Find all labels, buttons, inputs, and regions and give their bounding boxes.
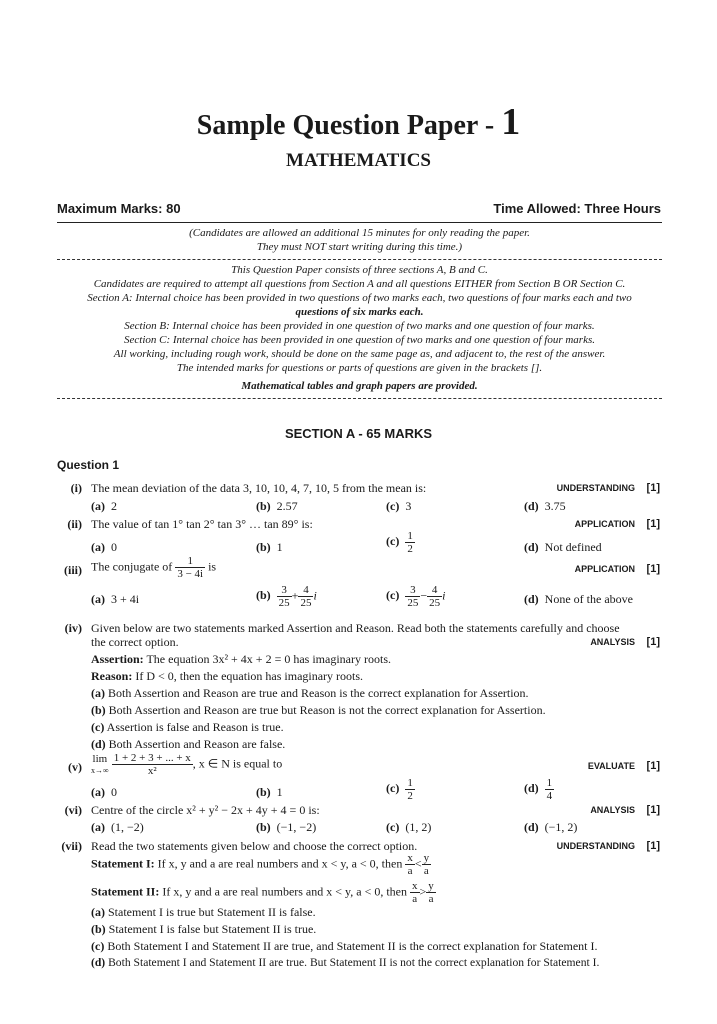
option-a: (a) Both Assertion and Reason are true and Reason is the correct explanation for Assertion. [91, 686, 529, 700]
option-d: (d) Both Assertion and Reason are false. [91, 737, 286, 751]
question-number: (vi) [64, 803, 82, 817]
question-text: Given below are two statements marked Assertion and Reason. Read both the statements carefully and choose [91, 621, 620, 635]
question-number: (iv) [64, 621, 82, 635]
skill-tag: UNDERSTANDING [556, 841, 635, 851]
option-d: (d) 3.75 [524, 499, 566, 513]
skill-tag: APPLICATION [574, 564, 635, 574]
instruction-line: Candidates are required to attempt all questions from Section A and all questions EITHER from Section B OR Section C. [93, 278, 626, 290]
instruction-line: questions of six marks each. [295, 306, 424, 318]
instruction-line: (Candidates are allowed an additional 15 minutes for only reading the paper. [189, 227, 530, 239]
question-text: The value of tan 1° tan 2° tan 3° … tan 89° is: [91, 517, 313, 531]
option-c: (c) Both Statement I and Statement II are true, and Statement II is the correct explanation for Statement I. [91, 939, 598, 953]
option-a: (a) (1, −2) [91, 820, 144, 834]
question-text: Centre of the circle x² + y² − 2x + 4y + 4 = 0 is: [91, 803, 320, 817]
option-c: (c) $\frac{1}{2}$ [386, 777, 413, 802]
option-b: (b) 2.57 [256, 499, 298, 513]
option-a: (a) 0 [91, 785, 117, 799]
option-b: (b) Statement I is false but Statement II is true. [91, 922, 317, 936]
statement-1: Statement I: If x, y and a are real numbers and x < y, a < 0, then $\frac{x}{a}$ < $\frac{y}{a}$ [91, 852, 430, 877]
skill-tag: APPLICATION [574, 519, 635, 529]
reason: Reason: If D < 0, then the equation has imaginary roots. [91, 669, 364, 683]
skill-tag: ANALYSIS [590, 805, 635, 815]
option-c: (c) Assertion is false and Reason is true. [91, 720, 284, 734]
question-number: (i) [70, 481, 82, 495]
question-text: The conjugate of $\frac{1}{3 - 4i}$ is [91, 555, 217, 580]
option-c: (c) $\frac{3}{25}$ − $\frac{4}{25}$ i [386, 584, 446, 609]
marks: [1] [646, 518, 660, 530]
question-text: The mean deviation of the data 3, 10, 10, 4, 7, 10, 5 from the mean is: [91, 481, 427, 495]
question-text: the correct option. [91, 635, 179, 649]
skill-tag: ANALYSIS [590, 637, 635, 647]
maximum-marks: Maximum Marks: 80 [57, 201, 181, 216]
marks: [1] [646, 563, 660, 575]
question-text: lim x→∞ $\frac{1 + 2 + 3 + ... + x}{\text{x²}}$ , x ∈ N is equal to [91, 752, 283, 777]
option-c: (c) (1, 2) [386, 820, 432, 834]
question-number: (v) [68, 760, 82, 774]
section-title: SECTION A - 65 MARKS [284, 426, 433, 441]
marks: [1] [646, 840, 660, 852]
question-number: (vii) [61, 839, 82, 853]
marks: [1] [646, 760, 660, 772]
subject-title: MATHEMATICS [286, 150, 431, 171]
option-b: (b) 1 [256, 785, 283, 799]
title-number: 1 [501, 101, 521, 143]
question-heading: Question 1 [57, 458, 120, 472]
question-number: (ii) [67, 517, 82, 531]
option-a: (a) Statement I is true but Statement II is false. [91, 905, 316, 919]
marks: [1] [646, 804, 660, 816]
paper-title [0, 100, 717, 144]
instruction-line: All working, including rough work, should be done on the same page as, and adjacent to, the rest of the answer. [113, 348, 606, 360]
marks: [1] [646, 636, 660, 648]
instruction-line: This Question Paper consists of three sections A, B and C. [231, 264, 488, 276]
skill-tag: EVALUATE [587, 761, 635, 771]
option-a: (a) 0 [91, 540, 117, 554]
title-text: Sample Question Paper - [196, 110, 502, 141]
option-c: (c) 3 [386, 499, 412, 513]
instruction-line: They must NOT start writing during this time.) [256, 241, 463, 253]
marks: [1] [646, 482, 660, 494]
option-d: (d) Both Statement I and Statement II are true. But Statement II is not the correct explanation for Statement I. [91, 956, 600, 969]
option-a: (a) 2 [91, 499, 117, 513]
dashed-divider [57, 259, 662, 260]
option-b: (b) $\frac{3}{25}$ + $\frac{4}{25}$ i [256, 584, 317, 609]
instruction-line: Section C: Internal choice has been provided in one question of two marks and one question of four marks. [124, 334, 595, 346]
question-number: (iii) [64, 563, 82, 577]
option-b: (b) 1 [256, 540, 283, 554]
option-a: (a) 3 + 4i [91, 592, 140, 606]
header-divider [57, 222, 662, 223]
option-d: (d) Not defined [524, 540, 602, 554]
option-d: (d) None of the above [524, 592, 633, 606]
instruction-line: Mathematical tables and graph papers are provided. [241, 380, 478, 392]
option-c: (c) $\frac{1}{2}$ [386, 530, 413, 555]
option-d: (d) $\frac{1}{4}$ [524, 777, 553, 802]
instruction-line: Section B: Internal choice has been provided in one question of two marks and one question of four marks. [124, 320, 595, 332]
dashed-divider [57, 398, 662, 399]
skill-tag: UNDERSTANDING [556, 483, 635, 493]
option-b: (b) (−1, −2) [256, 820, 317, 834]
option-d: (d) (−1, 2) [524, 820, 578, 834]
question-text: Read the two statements given below and choose the correct option. [91, 839, 418, 853]
assertion: Assertion: The equation 3x² + 4x + 2 = 0 has imaginary roots. [91, 652, 391, 666]
time-allowed: Time Allowed: Three Hours [493, 201, 661, 216]
statement-2: Statement II: If x, y and a are real numbers and x < y, a < 0, then $\frac{x}{a}$ > $\frac{y}{a}$ [91, 880, 434, 905]
instruction-line: Section A: Internal choice has been provided in two questions of two marks each, two questions of four marks each and two [87, 292, 632, 304]
option-b: (b) Both Assertion and Reason are true but Reason is not the correct explanation for Assertion. [91, 703, 546, 717]
instruction-line: The intended marks for questions or parts of questions are given in the brackets []. [176, 362, 543, 374]
